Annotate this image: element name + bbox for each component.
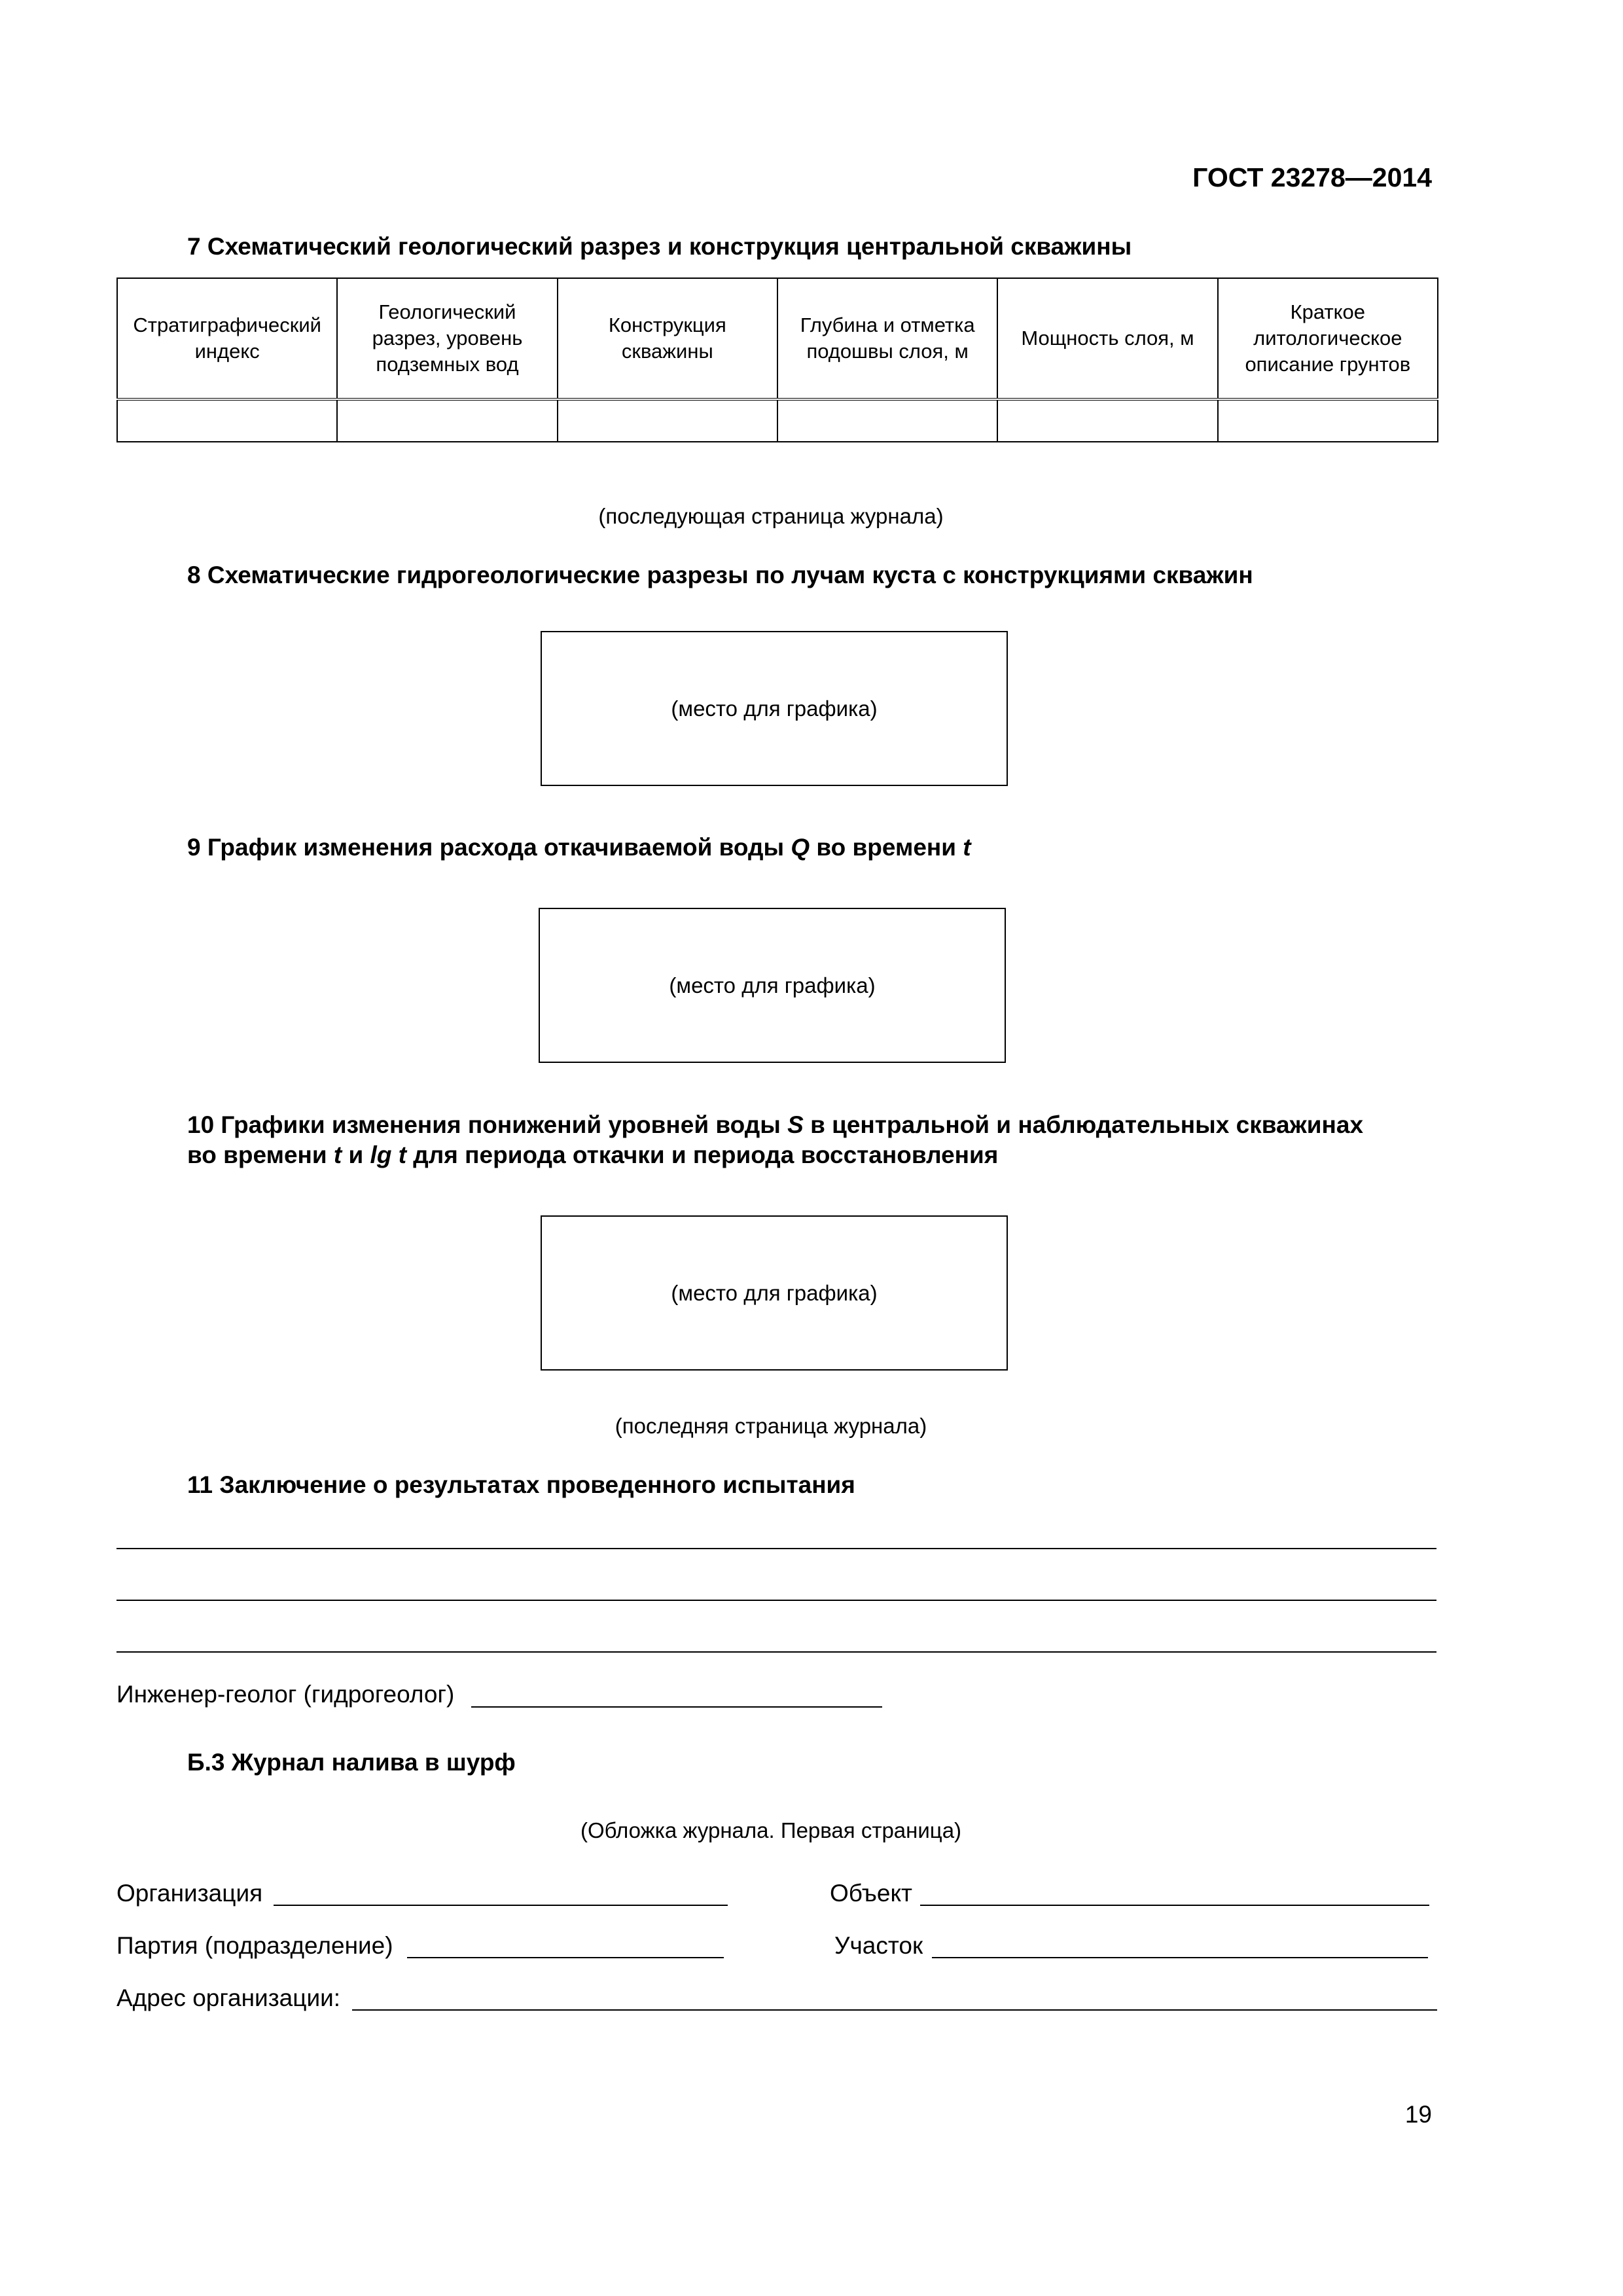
section-b3-title: Б.3 Журнал налива в шурф <box>187 1749 516 1776</box>
variable-t: t <box>963 834 971 861</box>
section-10-title-text: во времени <box>187 1141 334 1168</box>
section-9-title-text: 9 График изменения расхода откачиваемой воды <box>187 834 791 861</box>
section-8-title: 8 Схематические гидрогеологические разрезы по лучам куста с конструкциями скважин <box>187 562 1253 588</box>
conclusion-line-1[interactable] <box>116 1548 1436 1549</box>
section-10-title-text-suffix: для периода откачки и периода восстановления <box>406 1141 999 1168</box>
section-9-title-text-mid: во времени <box>810 834 963 861</box>
section-10-title-line-2 <box>187 1141 998 1169</box>
table-cell <box>1218 399 1438 442</box>
table-cell <box>777 399 997 442</box>
variable-q: Q <box>791 834 810 861</box>
stratigraphy-table <box>116 278 1438 442</box>
graph-placeholder-label: (место для графика) <box>671 696 878 721</box>
section-10-title-conj: и <box>342 1141 370 1168</box>
table-row <box>117 399 1438 442</box>
variable-t: t <box>333 1141 342 1168</box>
party-label: Партия (подразделение) <box>116 1932 393 1959</box>
section-9-title <box>187 834 971 861</box>
column-header-well-design: Конструкция скважины <box>558 278 777 399</box>
table-cell <box>117 399 337 442</box>
graph-placeholder-section-8 <box>541 631 1008 786</box>
site-label: Участок <box>834 1932 923 1959</box>
graph-placeholder-section-10 <box>541 1215 1008 1371</box>
column-header-depth: Глубина и отметка подошвы слоя, м <box>777 278 997 399</box>
last-page-note: (последняя страница журнала) <box>615 1414 927 1438</box>
table-cell <box>997 399 1217 442</box>
document-code: ГОСТ 23278—2014 <box>1192 162 1432 192</box>
table-header-row <box>117 278 1438 399</box>
site-field[interactable] <box>932 1957 1428 1958</box>
object-field[interactable] <box>920 1905 1429 1906</box>
organization-field[interactable] <box>274 1905 728 1906</box>
graph-placeholder-label: (место для графика) <box>669 973 876 997</box>
conclusion-line-3[interactable] <box>116 1651 1436 1653</box>
section-10-title-line-1 <box>187 1111 1363 1139</box>
graph-placeholder-label: (место для графика) <box>671 1280 878 1305</box>
cover-note: (Обложка журнала. Первая страница) <box>580 1818 962 1842</box>
column-header-thickness: Мощность слоя, м <box>997 278 1217 399</box>
table-cell <box>337 399 557 442</box>
column-header-strat-index: Стратиграфический индекс <box>117 278 337 399</box>
next-page-note: (последующая страница журнала) <box>598 504 944 528</box>
section-7-title: 7 Схематический геологический разрез и конструкция центральной скважины <box>187 233 1132 260</box>
page-number: 19 <box>1404 2101 1432 2128</box>
organization-label: Организация <box>116 1880 263 1907</box>
engineer-label: Инженер-геолог (гидрогеолог) <box>116 1681 455 1708</box>
graph-placeholder-section-9 <box>539 908 1006 1063</box>
section-10-title-text: 10 Графики изменения понижений уровней воды <box>187 1111 788 1138</box>
address-field[interactable] <box>352 2009 1437 2011</box>
section-11-title: 11 Заключение о результатах проведенного испытания <box>187 1471 855 1498</box>
object-label: Объект <box>830 1880 912 1907</box>
section-10-title-text-suffix: в центральной и наблюдательных скважинах <box>803 1111 1364 1138</box>
table-cell <box>558 399 777 442</box>
conclusion-line-2[interactable] <box>116 1600 1436 1601</box>
column-header-geo-section: Геологический разрез, уровень подземных вод <box>337 278 557 399</box>
column-header-description: Краткое литологическое описание грунтов <box>1218 278 1438 399</box>
party-field[interactable] <box>407 1957 724 1958</box>
variable-lg-t: lg t <box>370 1141 407 1168</box>
variable-s: S <box>787 1111 804 1138</box>
address-label: Адрес организации: <box>116 1984 341 2011</box>
engineer-signature-line[interactable] <box>471 1706 882 1708</box>
